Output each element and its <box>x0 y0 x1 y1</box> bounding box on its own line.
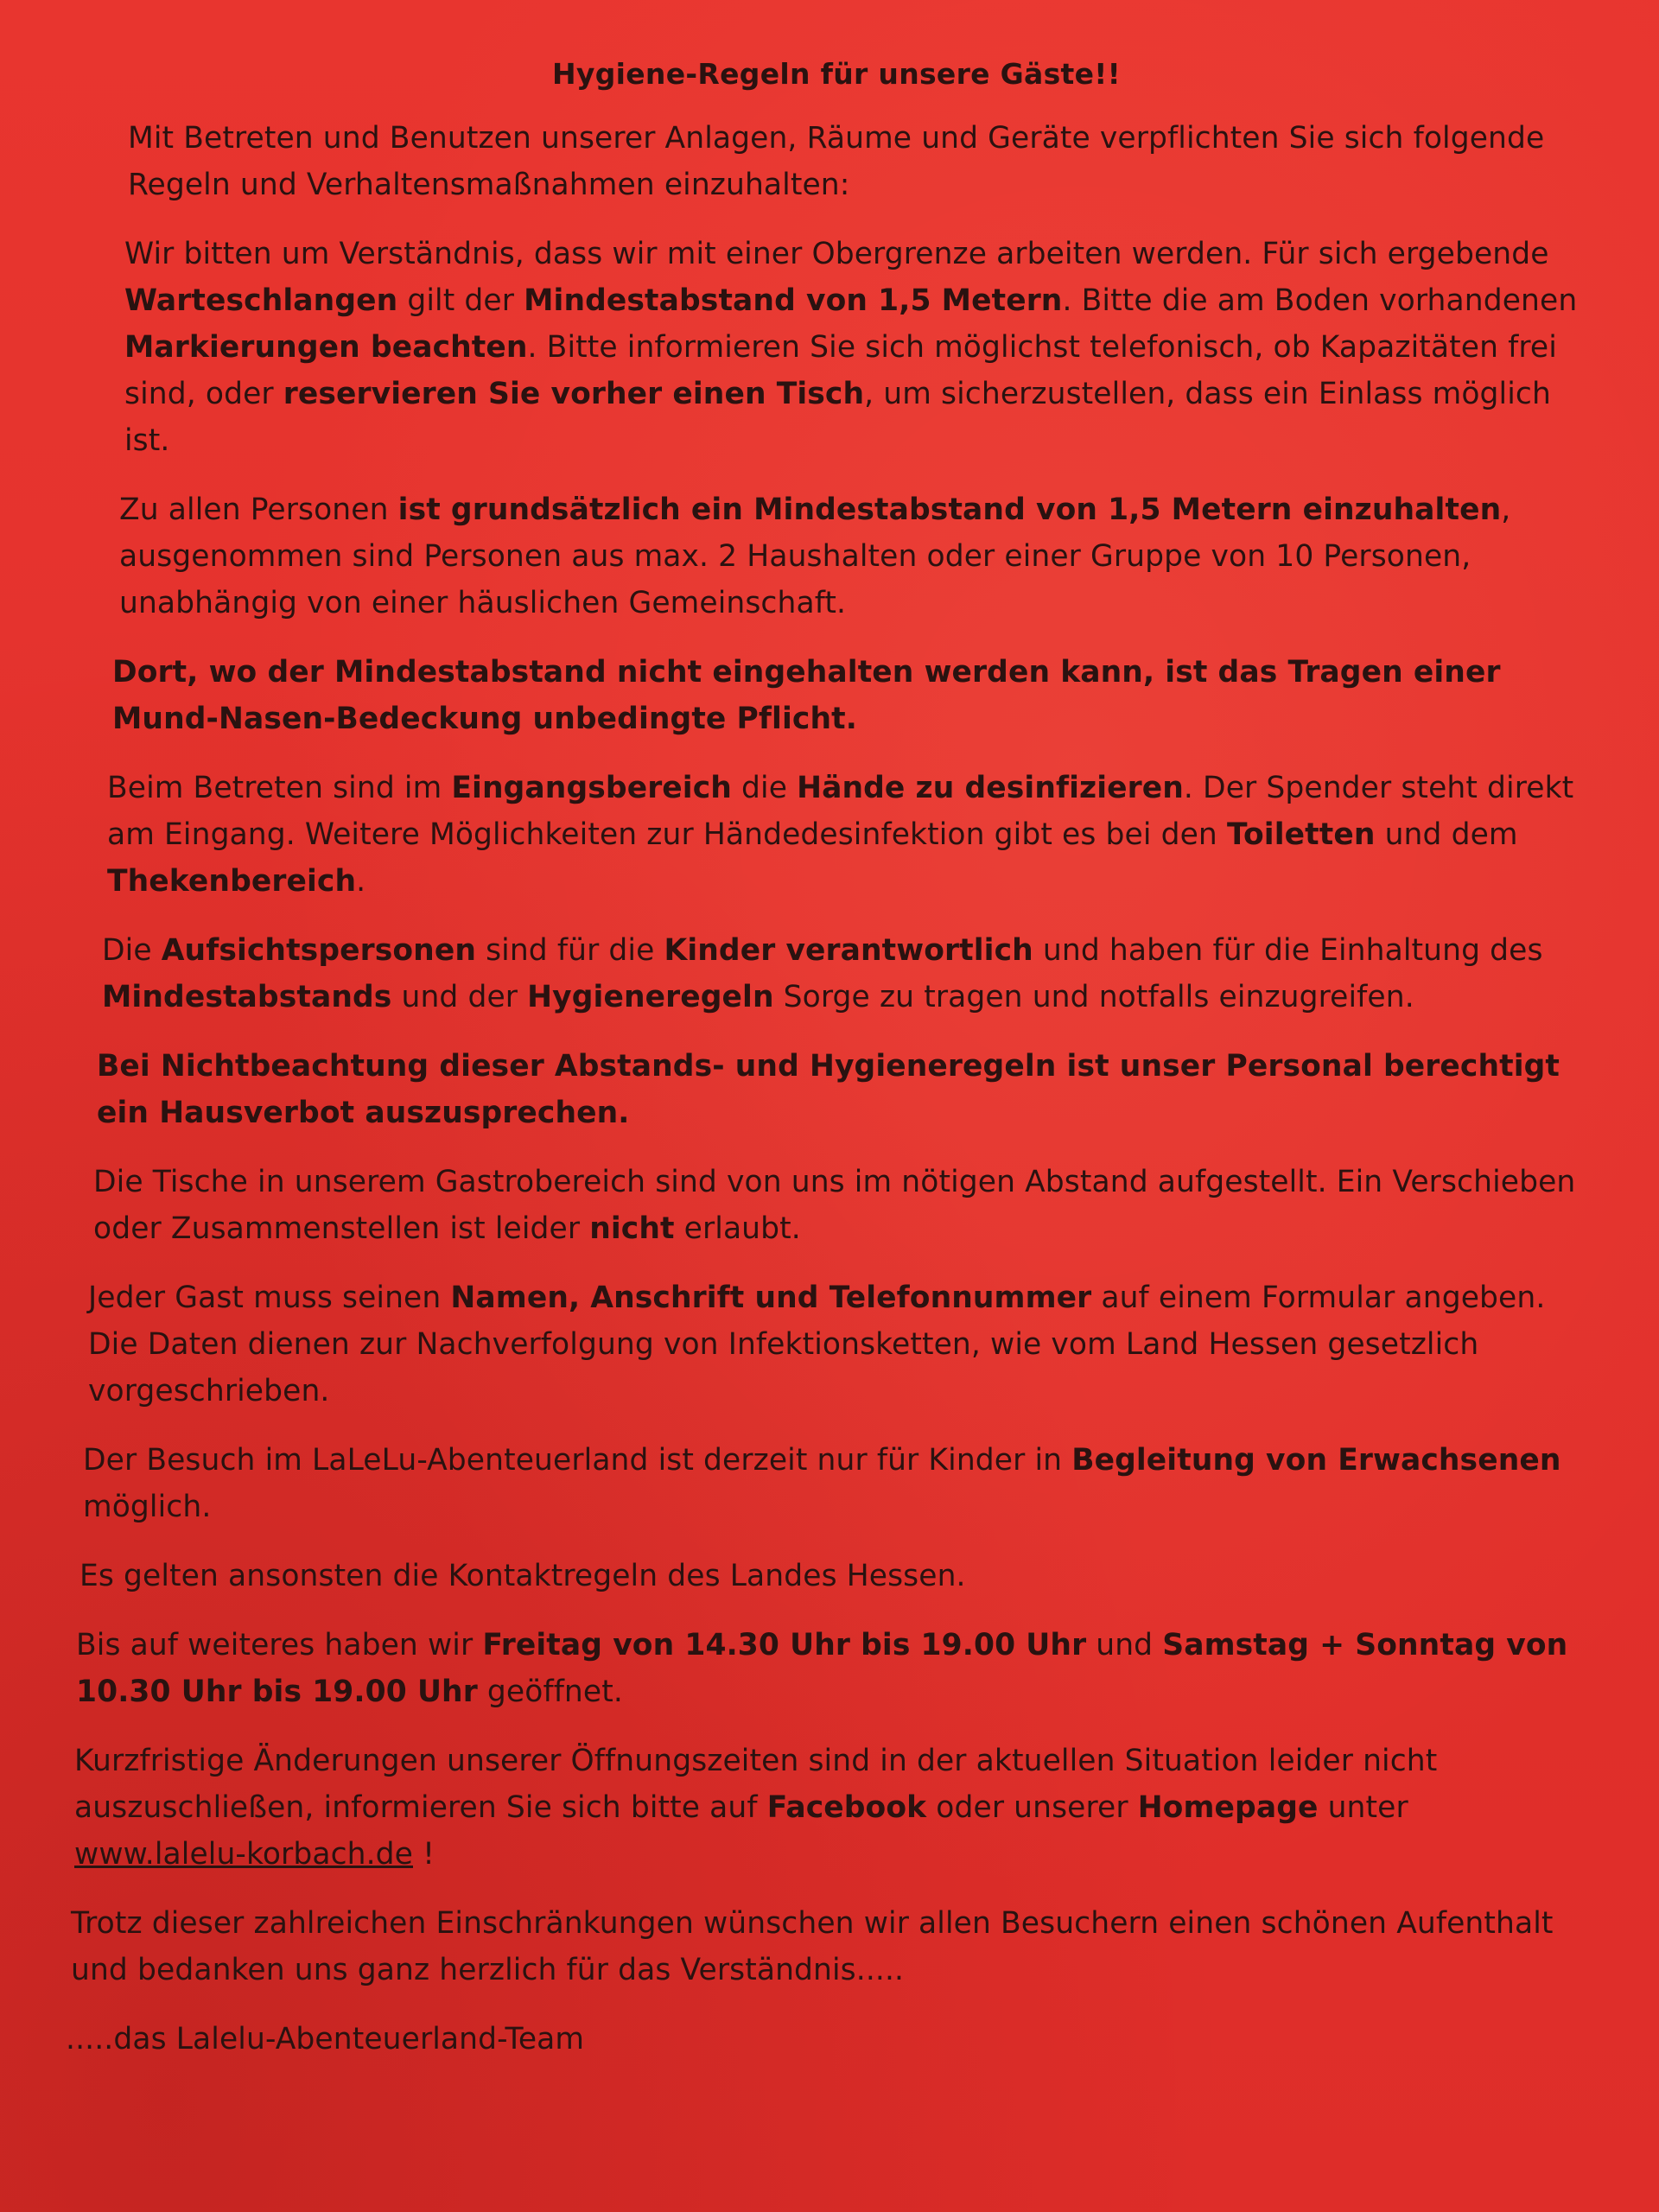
paragraph-contact-rules <box>74 1553 1581 1599</box>
text-run: Mit Betreten und Benutzen unserer Anlagen, Räume und Geräte verpflichten Sie sich folgende Regeln und Verhaltensmaßnahmen einzuhalten: <box>128 121 1545 202</box>
notice-title: Hygiene-Regeln für unsere Gäste!! <box>551 57 1122 91</box>
text-run: geöffnet. <box>477 1675 623 1709</box>
text-run: möglich. <box>83 1490 212 1524</box>
bold-text: ist grundsätzlich ein Mindestabstand von 1,5 Metern einzuhalten <box>397 493 1502 527</box>
bold-text: Thekenbereich <box>107 864 357 899</box>
paragraph-opening-hours <box>74 1622 1581 1715</box>
bold-text: Toiletten <box>1226 817 1376 852</box>
text-run: Es gelten ansonsten die Kontaktregeln des Landes Hessen. <box>79 1559 966 1593</box>
text-run: Die <box>102 933 162 968</box>
paragraph-queues <box>74 231 1581 464</box>
text-run: . <box>356 864 366 899</box>
text-run: Jeder Gast muss seinen <box>88 1281 451 1315</box>
text-run: Trotz dieser zahlreichen Einschränkungen wünschen wir allen Besuchern einen schönen Aufenthalt und bedanken uns ganz herzlich für das Verständnis..... <box>71 1906 1554 1987</box>
paragraph-contact-data <box>74 1274 1581 1414</box>
text-run: , um sicherzustellen, dass ein Einlass möglich ist. <box>124 377 1551 458</box>
text-run: Bis auf weiteres haben wir <box>76 1628 483 1662</box>
text-run: Der Besuch im LaLeLu-Abenteuerland ist derzeit nur für Kinder in <box>83 1443 1072 1478</box>
text-run: . Der Spender steht direkt am Eingang. Weitere Möglichkeiten zur Händedesinfektion gibt es bei den <box>107 771 1574 852</box>
text-run: oder unserer <box>926 1790 1138 1825</box>
bold-text: Hygieneregeln <box>527 980 774 1014</box>
bold-text: Mindestabstand von 1,5 Metern <box>524 283 1063 318</box>
text-run: und haben für die Einhaltung des <box>1033 933 1543 968</box>
bold-text: Bei Nichtbeachtung dieser Abstands- und Hygieneregeln ist unser Personal berechtigt ein Hausverbot auszusprechen. <box>97 1049 1560 1130</box>
bold-text: Kinder verantwortlich <box>664 933 1033 968</box>
bold-text: Mindestabstands <box>102 980 392 1014</box>
bold-text: Eingangsbereich <box>451 771 732 805</box>
bold-text: Freitag von 14.30 Uhr bis 19.00 Uhr <box>482 1628 1087 1662</box>
text-run: .....das Lalelu-Abenteuerland-Team <box>66 2022 585 2056</box>
text-run: Sorge zu tragen und notfalls einzugreifen. <box>773 980 1414 1014</box>
bold-text: Samstag + Sonntag von 10.30 Uhr bis 19.00 Uhr <box>76 1628 1568 1709</box>
bold-text: Aufsichtspersonen <box>161 933 476 968</box>
paragraph-signature <box>66 2016 1581 2063</box>
bold-text: reservieren Sie vorher einen Tisch <box>283 377 865 411</box>
bold-text: nicht <box>589 1211 675 1246</box>
paragraph-house-ban <box>74 1043 1581 1136</box>
text-run: . Bitte informieren Sie sich möglichst telefonisch, ob Kapazitäten frei sind, oder <box>124 330 1557 411</box>
text-run: Wir bitten um Verständnis, dass wir mit einer Obergrenze arbeiten werden. Für sich ergebende <box>124 237 1549 271</box>
bold-text: Warteschlangen <box>124 283 398 318</box>
bold-text: Dort, wo der Mindestabstand nicht eingehalten werden kann, ist das Tragen einer Mund-Nasen-Bedeckung unbedingte Pflicht. <box>112 655 1501 736</box>
text-run: und der <box>391 980 528 1014</box>
paragraph-mask <box>74 649 1581 742</box>
bold-text: Hände zu desinfizieren <box>797 771 1184 805</box>
text-run: Beim Betreten sind im <box>107 771 452 805</box>
text-run: , ausgenommen sind Personen aus max. 2 Haushalten oder einer Gruppe von 10 Personen, unabhängig von einer häuslichen Gemeinschaft. <box>119 493 1511 620</box>
bold-text: Namen, Anschrift und Telefonnummer <box>450 1281 1092 1315</box>
text-run: sind für die <box>476 933 664 968</box>
paragraph-disinfection <box>74 765 1581 905</box>
text-run: und dem <box>1375 817 1518 852</box>
homepage-link[interactable]: www.lalelu-korbach.de <box>74 1837 413 1872</box>
paragraph-tables <box>74 1159 1581 1252</box>
paragraph-intro <box>74 115 1581 208</box>
paragraph-supervisors <box>74 927 1581 1020</box>
text-run: Kurzfristige Änderungen unserer Öffnungszeiten sind in der aktuellen Situation leider nicht auszuschließen, informieren Sie sich bitte auf <box>74 1744 1438 1825</box>
text-run: ! <box>413 1837 435 1872</box>
text-run: unter <box>1318 1790 1408 1825</box>
text-run: Zu allen Personen <box>119 493 398 527</box>
bold-text: Homepage <box>1137 1790 1319 1825</box>
text-run: die <box>731 771 798 805</box>
text-run: und <box>1086 1628 1163 1662</box>
text-run: Die Tische in unserem Gastrobereich sind von uns im nötigen Abstand aufgestellt. Ein Verschieben oder Zusammenstellen ist leider <box>93 1165 1576 1246</box>
paragraph-closing <box>71 1900 1581 1993</box>
text-run: auf einem Formular angeben. Die Daten dienen zur Nachverfolgung von Infektionsketten, wie vom Land Hessen gesetzlich vorgeschrieben. <box>88 1281 1546 1408</box>
text-run: gilt der <box>397 283 524 318</box>
bold-text: Markierungen beachten <box>124 330 528 365</box>
bold-text: Begleitung von Erwachsenen <box>1071 1443 1561 1478</box>
text-run: erlaubt. <box>674 1211 801 1246</box>
paragraph-children <box>74 1437 1581 1530</box>
paragraph-distance <box>74 486 1581 626</box>
text-run: . Bitte die am Boden vorhandenen <box>1062 283 1578 318</box>
paragraph-changes <box>74 1738 1581 1878</box>
bold-text: Facebook <box>766 1790 927 1825</box>
